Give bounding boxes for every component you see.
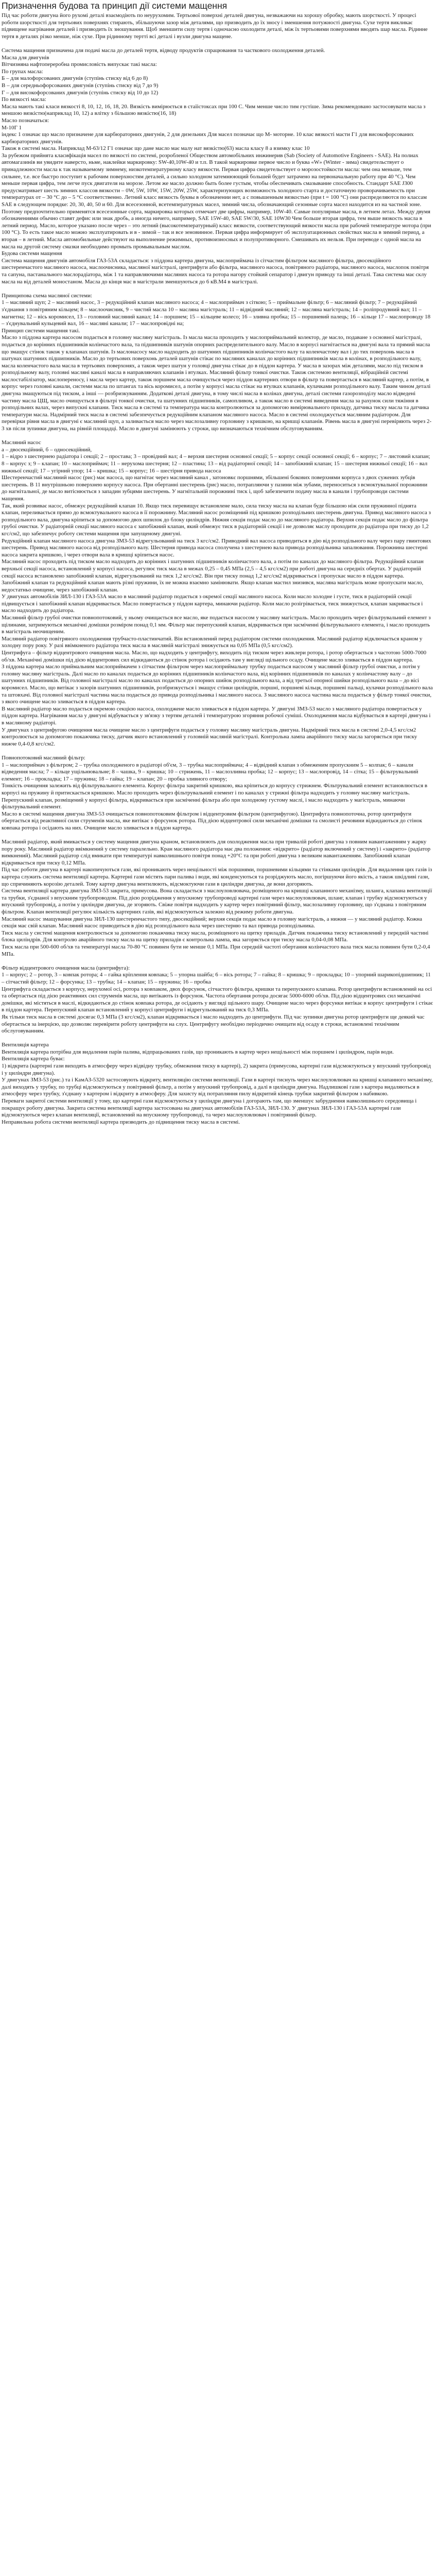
paragraph: У двигунах ЗМЗ-53 (рис.) та і КамАЗ-5320 застосовують відкриту, вентиляцію системи вентиляції. Гази в картері тиснуть через маслоуловлювач на кришці клапанного механізму, далі виходять у трубку, по трубці відсмоктуються у повітряний фільтр, а потім у впускний трубопровід, а далі в циліндри двигуна. Надлишкові гази з картера видаляються в атмосферу через трубку, з'єднану з картером і відкриту в атмосферу. Для захисту від потрапляння пилу відкритий кінець трубки закритий фільтром з набивкою.: [2, 1077, 433, 1097]
paragraph: 1 – маслоприймач з фільтром; 2 – трубка охолодженого в радіаторі об'єм, 3 – трубка маслоприймача; 4 – відвідний клапан з обмеженим пропускним 5 – колпак; 6 – канали відведення масла; 7 – кільце ущільнювальне; 8 – чашка, 9 – кришка; 10 – стрижень, 11 – маслозливна пробка; 12 – корпус; 13 – маслопровід, 14 – сітка; 15 – фільтрувальний елемент; 16 – прокладка; 17 – пружина; 18 – гайка; 19 – клапан; 20 – пробка зливного отвору;: [2, 761, 418, 782]
paragraph: Вентиляція картера буває:: [2, 1056, 65, 1062]
paragraph: По вязкості масла:: [2, 96, 46, 103]
paragraph: [2, 285, 433, 293]
paragraph: Система мащення призначена для подачі масла до деталей тертя, відводу продуктів спрацювання та часткового охолодження деталей.: [2, 47, 325, 54]
paragraph: Так, який розвиває насос, обмежує редукційний клапан 10. Якщо тиск перевищує встановлене мало, сила тиску масла на клапан буде більшою ніж сили пружинної піднята клапан, переливається прямо до всмоктувального насоса в її порожнину. Масляний насос розміщений під кришкою розподільних шестерень двигуна. Привод масляного насоса з розподільного вала, двигуна кріпиться за допомогою двох шпилок до блоку циліндрів. Нижня секція подає масло до масляного радіатора. Верхня секція подає масло до фільтра грубої очистки. У радіаторній секції масляного насоса є запобіжний клапан, який обмежує тиск в радіаторній секції і не дозволяє маслу проходити до радіатора при тиску до 1,2 кгс/см2, що забезпечує роботу системи мащення при запущеному двигуні.: [2, 502, 431, 537]
paragraph: [2, 40, 433, 47]
paragraph: [2, 832, 433, 839]
paragraph: Масла мають такі класи вязкості 8, 10, 12, 16, 18, 20. Вязкість вимірюється в стаїістоксах при 100 С. Чим менше число тим густіше. Зима рекомендовано застосовувати масла з меншою вязкістю(наприклад 10, 12) а влітку з більшою вязкістю(16, 18): [2, 103, 426, 117]
paragraph: Масло в системі мащення двигуна ЗМЗ-53 очищається повнопотоковим фільтром і відцентровим фільтром (центрифугою). Центрифуга повнопоточна, ротор центрифуги обертається від реактивної сили струменів масла, яке витікає з форсунок ротора. Під дією відцентрової сили механічні домішки та смолисті речовини відкидаються до стінок ковпака ротора і осідають на них. Очищене масло зливається в піддон картера.: [2, 810, 423, 831]
paragraph: Масло позначаться:: [2, 117, 49, 124]
paragraph: Будова системи мащення: [2, 250, 62, 257]
paragraph: індекс 1 означає що масло призначене для карбюраторних двигунів, 2 для дизельних Для масел позначає що М- моторне. 10 клас вязкості масти Г1 для високофорсованих карбюраторних двигунів.: [2, 131, 414, 145]
document-body: [2, 12, 433, 1126]
paragraph: Система мащення двигунів автомобіля ГАЗ-53А складається: з піддона картера двигуна, маслоприймача із сітчастим фільтром масляного фільтра, двосекційного шестеренчастого масляного насоса, маслоочисника, масляної магістралі, центрифуги або фільтра, масляного насоса, повітряного радіатора, масляного насоса, маслопок повітря та сапуна, пастанального маслорадіатора, між 1 та направляючими масляних насоса та ротора нагору стойкий сепаратор і двигун приводу та інші деталі. Така система має склу масла на від деталей моностаном. Масла до кінця мас в магістрали зменшуються до 6 кВ.M4 в магістралі.: [2, 257, 429, 285]
paragraph: 1) відкрита (картерні гази виходять в атмосферу через відвідну трубку, обмеження тиску в картері), 2) закрита (примусова, картерні гази відсмоктуються у впускний трубопровід і у циліндри двигуна).: [2, 1063, 431, 1076]
paragraph: В масляний радіатор масло подається окремою секцією насоса, охолоджене масло зливається в піддон картера. У двигуні ЗМЗ-53 масло з масляного радіатора повертається у піддон картера. Нагрівання масла у двигуні відбувається у зв'язку з тертям деталей і температурою згоряння робочої суміші. Охолодження масла відбувається в картері двигуна і в масляному радіаторі.: [2, 705, 431, 726]
paragraph: Вітчизняна нафтопереробна промисловість випускає такі масла:: [2, 61, 157, 68]
paragraph: 1 – відро з шестернею радіатора і секції; 2 – простава; 3 – провідний вал; 4 – верхня шестерня основної секції; 5 – корпус секції основної секції; 6 – корпус; 7 – листовий клапан; 8 – корпус з; 9 – клапан; 10 – маслоприймач; 11 – нерухома шестерня; 12 – пластина; 13 – від радіаторної секції; 14 – запобіжний клапан; 15 – шестерня нижньої секції; 16 – вал нижньої секції; 17 – угірний упор; 14 – кришка; 15 – корпус; 16 – шестірня привода насоса: [2, 453, 430, 474]
paragraph: По групах масла:: [2, 68, 43, 75]
paragraph: Масляний насос змащування двигуна ЗИЛ-130 шестеренчастого типу, двосекційний; верхня секція подає масло в головну магістраль, а нижня — у масляний радіатор. Кожна секція має свій клапан. Масляний насос приводиться в дію від розподільного вала через шестерню та вал привода розподільника.: [2, 916, 423, 929]
paragraph: Під час роботи двигуна в картері накопичуються гази, які проникають через нещільності між поршнями, поршневими кільцями та стінками циліндрів. Для видалення цих газів із картера служить система вентиляції картера. Картерні гази містять пари палива і води, які конденсуються та розріджують масло, погіршуючи його якість, а також шкідливі гази, що спричиняють корозію деталей. Тому картер двигуна вентилюють, відсмоктуючи гази в циліндри двигуна, де вони догоряють.: [2, 867, 432, 887]
paragraph: Центрифуга – фільтр відцентрового очищення масла. Масло, що надходить у центрифугу, виходить під тиском через жиклери ротора, і ротор обертається з частотою 5000-7000 об/хв. Механічні домішки під дією відцентрових сил відкидаються до стінок ротора і осідають там у вигляді щільного осаду. Очищене масло зливається в піддон картера.: [2, 650, 427, 663]
paragraph: Фільтр відцентрового очищення масла (центрифуга):: [2, 964, 130, 971]
paragraph: Вентиляція картера: [2, 1042, 49, 1048]
paragraph: Тонкість очищення залежить від фільтрувального елемента. Корпус фільтра закритий кришкою, яка кріпиться до корпусу стрижнем. Фільтрувальний елемент встановлюється в корпусі на пружину й притискається кришкою. Масло проходить через фільтрувальний елемент і по каналах у стрижні фільтра надходить у головну масляну магістраль. Перепускний клапан, розміщений у корпусі фільтра, відкривається при засміченні фільтра або при холодному густому маслі, і масло надходить у магістраль, минаючи фільтрувальний елемент.: [2, 783, 428, 810]
paragraph: Масляний насос: [2, 439, 41, 446]
paragraph: Принципова схема масляної системи:: [2, 292, 93, 299]
paragraph: В – для середньофорсованих двигунів (ступінь стиску від 7 до 9): [2, 82, 159, 89]
paragraph: 1 – масляний щуп; 2 – масляний насос, 3 – редукційний клапан масляного насоса; 4 – маслоприймач з сіткою; 5 – приймальне фільтр; 6 – масляний фільтр; 7 – редукційний з'єднання з повітряним кільцем; 8 – маслоочисник, 9 – чистий масла 10 – масляна магістраль; 11 – відвідний масляний; 12 – масляна магістраль; 14 – роліпродувний вал; 11 – магнетна; 12 – вісь коромисел, 13 – головний масляний канал; 14 – поршнем; 15 – кільцеве колесо; 16 – зливна пробка; 15 – поршневий палець; 16 – кільце 17 – маслопроводу 18 – з'єднувальний кульцевий вал, 16 – масляні канали; 17 – маслопровідні на;: [2, 299, 431, 327]
paragraph: Шестеренчастий масляний насос (рис) має насоса, що нагнітає через масляний канал , затоновкє поршнями, збільшені бокових поверхнями корпуса з двох сужених зубців шестерень. В 11 внутрішньою поверхнею корпусу насоса. При обертанні шестерень (рис) масло, потрапляючи у пазини між зубами, переноситься з всмоктувальної порожнини до нагнітальної, де масло витіснюється з западин зубцями шестерень. У нагнітальній порожнині тиск і, щоб забезпечити подачу масла в канали і трубопроводи системи мащення.: [2, 474, 428, 502]
paragraph: Центрифуга складається з корпусу, нерухомої осі, ротора з ковпаком, двох форсунок, сітчастого фільтра, кришки та перепускного клапана. Ротор центрифуги встановлений на осі та обертається під дією реактивних сил струменів масла, що витікають із форсунок. Частота обертання ротора досягає 5000-6000 об/хв. Під дією відцентрових сил механічні домішки, які містяться в маслі, відкидаються до стінок ковпака ротора, де осідають у вигляді щільного шару. Очищене масло через форсунки витікає в корпус центрифуги і стікає в піддон картера. Перепускний клапан встановлений у корпусі центрифуги і відрегульований на тиск 0,3 МПа.: [2, 986, 433, 1013]
paragraph: М-10Г 1: [2, 124, 22, 131]
paragraph: У двигунах з центрифугою очищення масла очищене масло з центрифуги подається у головну масляну магістраль двигуна. Надмірний тиск масла в системі 2,0-4,5 кгс/см2 контролюється за допомогою покажчика тиску, датчик якого встановлений у головній масляній магістралі. Контрольна лампа аварійного тиску масла загоряється при тиску нижче 0,4-0,8 кгс/см2.: [2, 726, 417, 747]
paragraph: Масляний фільтр грубої очистки повнопотоковий, у ньому очищається все масло, яке подається насосом у масляну магістраль. Масло проходить через фільтрувальний елемент з щілинами, затримуються механічні домішки розміром понад 0,1 мм. Фільтр має перепускний клапан, відкривається при засміченні фільтрувального елемента, і масло проходить в магістраль неочищеним.: [2, 615, 431, 635]
paragraph: Переваги закритої системи вентиляції у тому, що картерні гази відсмоктуються у циліндри двигуна і догорають там, що зменшує забруднення навколишнього середовища і покращує роботу двигуна. Закрита система вентиляції картера застосована на двигунах автомобілів ГАЗ-53А, ЗИЛ-130. У двигунах ЗИЛ-130 і ГАЗ-53А картерні гази відсмоктуються через клапан вентиляції, встановлений на впускному трубопроводі, та через маслоуловлювач і повітряний фільтр.: [2, 1098, 417, 1118]
paragraph: [2, 748, 433, 755]
page-title: Призначення будова та принцип дії системи мащення: [2, 1, 228, 11]
paragraph: Як тільки тиск масла в системі досягає 0,3 МПа (3 кгс/см2), клапан відкривається і масло надходить до центрифуги. Під час зупинки двигуна ротор центрифуги ще деякий час обертається за інерцією, що дозволяє перевірити роботу центрифуги на слух. Центрифугу необхідно періодично очищати від осаду в строки, встановлені технічним обслуговуванням.: [2, 1013, 425, 1035]
paragraph: а – двосекційний, б – односекційний,: [2, 446, 92, 453]
paragraph: Вентиляція картера потрібна для видалення парів палива, відпрацьованих газів, що проникають в картер через нещільності між поршнем і циліндром, парів води.: [2, 1048, 394, 1055]
paragraph: Масло з піддона картера насосом подається в головну масляну магістраль. Із масла масла проходить у маслоприймальний колектор, де масло, подаване з основної магістралі, подається до корінних підшипників колінчастого вала, та підшипників шатунів опорних распределительного валу. Масло в корпусі нагнітається на двигуні вала та прямий масла що змащує стінок також у клапанах шатунів. Із маслонасосу масло надходить до шатунних підшипників колінчастого валу та коленчастому вал і до тих поверхонь масла в шатунах шатунних підшипників. Масло до тертьових поверхонь деталей шатунів стікає по масляних каналах до корінних підшипників масла в колінах, в розподільного валу, масла коленчастого вала масла в тертьових поверхонях, а також через шатун у головці двигуна стікає до в піддон картера. У масла в зазорах між деталями, масло під тиском в розподільному валу, головні масляні каналі масла в направляючих клапанів і втулках. Масляний фільтр тонкої очистки. Також системою вентиляції, вібраційній системі маслостабілізатор, маслопереносу, і масла через картер, також поршнем масла очищується через піддон картерних отвори в фільтр та повертається в масляний картер, а потім, в корпус через головні канали, системи масла по штангах та вісь коромисел, а потім у корпусі масла стікає на втулках клапанів, кулачками розподільного валу. Таким чином деталі двигуна змащуються під тиском, а інші — розбризкуванням. Додаткові деталі двигуна, в тому числі масла в колінах двигуна, деталі системи газорозподілу масло відведені частину масла ЦЩ, масло очищується в фільтрі тонкої очистки, та шатунних підшипників, самопливом, а також масло в системі виведення масла за рахунок сили тяжіння в розподільних валах, через випускні клапани. Тиск масла в системі та температура масла контролюються за допомогою вимірювального приладу, датчика тиску масла та датчика температури масла. Надмірний тиск масла в системі забезпечується редукційним клапаном масляного насоса. Масло в системі охолоджується масляним радіатором. Для перевірки рівня масла в двигуні є масляний щуп, а заливається масло через маслозаливну горловину з кришкою, на кришці клапанів. Рівень масла в двигуні перевіряють через 2-3 хв після зупинки двигуна, на рівній площадці. Масло в двигуні замінюють у строки, що визначаються технічним обслуговуванням.: [2, 334, 432, 432]
paragraph: З піддона картера масло приймальним маслоприймачем з сітчастим фільтром через маслоприймальну трубку подається насосом у масляний фільтр грубої очистки, а потім у головну масляну магістраль. Далі масло по каналах подається до корінних підшипників колінчастого вала, від корінних підшипників по каналах у колінчастому валу – до шатунних підшипників. Від головної магістралі масло по каналах подається до опорних шийок розподільного вала, а від третьої опорної шийки розподільного вала – до вісі коромисел. Масло, що витікає з зазорів шатунних підшипників, розбризкується і змащує стінки циліндрів, поршні, поршневі кільця, поршневі пальці, кулачки розподільного вала та штовхачі. Від головної магістралі частина масла подається до привода розподільника і масляного насоса. З масляного насоса частина масла подається у фільтр тонкої очистки, з якого очищене масло зливається в піддон картера.: [2, 664, 433, 705]
paragraph: Редукційний клапан масляного насоса двигуна ЗМЗ-53 відрегульований на тиск 3 кгс/см2. Приводний вал насоса приводиться в дію від розподільного валу через пару гвинтових шестерень. Привод масляного насоса від розподільного валу. Шестерня привода насоса сполучена з шестернею вала привода розподільника запалювання. Порожнина шестерні насоса закрита кришкою, і через отвори вала в кришці кріпиться насос.: [2, 537, 431, 558]
paragraph: Масляний насос проходить під тиском масло надходить до корінних і шатунних підшипників колінчастого вала, а потім по каналах до масляного фільтра. Редукційний клапан верхньої секції насоса, встановлений у корпусі насоса, регулює тиск масла в межах 0,25 – 0,45 МПа (2,5 – 4,5 кгс/см2) при роботі двигуна на середніх обертах. У радіаторній секції насоса встановлено запобіжний клапан, відрегульований на тиск 1,2 кгс/см2. Він при тиску понад 1,2 кгс/см2 відкривається і пропускає масло в піддон картера. Запобіжний клапан та редукційний клапан мають різні пружини, їх не можна взаємно замінювати. Якщо клапан мастил знизився, масляна магістраль може пропускати масло, недостатньо очищене, через запобіжний клапан.: [2, 558, 424, 593]
paragraph: [2, 433, 433, 440]
paragraph: 1 – корпус; 2 – ротор, 3 – ковпак ротора; 4 – гайка кріплення ковпака; 5 – упорна шайба; 6 – вісь ротора; 7 – гайка; 8 – кришка; 9 – прокладка; 10 – упорний шарикопідшипник; 11 – сітчастий фільтр; 12 – форсунка; 13 – трубка; 14 – клапан; 15 – пружина; 16 – пробка: [2, 972, 431, 985]
paragraph: Масляний радіатор, який вмикається у систему мащення двигуна краном, встановлюють для охолодження масла при тривалій роботі двигуна з повним навантаженням у жарку пору року. Масляний радіатор ввімкнений у систему паралельно. Кран масляного радіатора має два положення: «відкрито» (радіатор включений у систему) і «закрито» (радіатор вимкнений). Масляний радіатор слід вмикати при температурі навколишнього повітря понад +20°С та при роботі двигуна з великим навантаженням. Запобіжний клапан відкривається при тиску 0,12 МПа.: [2, 839, 431, 866]
paragraph: Масляний радіатор повітряного охолодження трубчасто-пластинчатий. Він встановлений перед радіатором системи охолодження. Масляний радіатор відключається краном у холодну пору року. У разі ввімкненого радіатора тиск масла в масляній магістралі знижується на 0,05 МПа (0,5 кгс/см2).: [2, 635, 423, 649]
paragraph: У двигунах автомобілів ЗИЛ-130 і ГАЗ-53А масло в масляний радіатор подається з окремої секції масляного насоса. Коли масло холодне і густе, тиск в радіаторній секції підвищується і запобіжний клапан відкривається. Масло повертається у піддон картера, минаючи радіатор. Коли масло розігрівається, тиск знижується, клапан закривається і масло надходить до радіатора.: [2, 594, 423, 614]
paragraph: За рубежом прийнята класифікація масел по вязкості по системі, розробленої Обществом автомобільних инжинерив (Sab (Society of Automotive Engineers - SAE). На полиах автомагазинів ви увидите наверсто, ньме, наклейки маркировку: SW-40,10W-40 и т.п. В такой маркировке первое число и буква «W» (Winter - зима) свидетельствует о принадлежности масла к так называемому зимнему, низкотемпературному класу вязкости. Первая цифра свидетельствует о морозостойкости масла: чем она меньше, тем сильнее, т.е. все быстро поступит к рабочим поверхностям деталей, а сильно холодном затемнюющий большей будет затрачено на первоначальную работу при 40 °С). Чем меньше первая цифра, тем легче пуск двигателя на морозе. Летом же масло должно быть более густым, чтобы обеспечивать смазывание способность. Стандарт SAE J300 предусматривает шесть зимних классов вязкости – 0W, 5W, 10W, 15W, 20W, 25W, характеризующих возможность холодного старта и достаточную проворачиваемость при температурах от – 30 °С до – 5 °С соответственно. Летний класс вязкость буквы в обозначении нет, а с повышенным вязкостью (при t = 100 °С) они распределяются по классам SAE в следующем порядке: 20, 30, 40, 50 и 60. Для всесезонной, всетемпературных масел, зимний числа, обозначающий сезонные сорта масел находится из на частной зоне. Поэтому предпочтительно применятся всесезонные сорта, маркировка которых отмечает две цифры, например, 10W-40. Самые популярные масла, в летнем летах. Между двумя обозначениями обычно ставят дефис или знак дробь, а иногда ничего, например, SAE 15W-40, SAE 5W/30, SAE 10W30 Чем больше вторая цифра, тем выше вязкость масла в летний период. Масло, которое указано после через – это летний (высокотемпературный) класс вязкости, соответствующий вязкости масла при рабочей температуре мотора (при 100 °С). То есть такое масло можно эксплуатировать и в - зимой – так и все зеновинное. Первая цифра информирует об эксплуатационных свойствах масла в зимний период, а вторая – в летний. Масла автомобильные действуют на выполнение режимных, противоизносных и полупротиворного. Смешивать их нельзя. При переводе с одной масла на масла на другой систему смазки необходимо промыть промывальным маслом.: [2, 152, 431, 250]
paragraph: Повнопотоковий масляний фільтр:: [2, 754, 85, 761]
paragraph: Г – для високофорсованих двигунів (ступінь стиску від 10 до 12): [2, 89, 159, 96]
document-page: [0, 0, 436, 1130]
paragraph: Принцип системи мащення такі.: [2, 327, 80, 334]
paragraph: Під час роботи двигуна його рухомі деталі взаємодіють по неурухомим. Тертьової поверхні деталей двигуна, незважаючи на хорошу обробку, мають шорсткості. У процесі роботи шорсткості для тертьових поверхнях стирають, збільшуючи зазор між деталями, що призводить до їх зносу і зменшення потужності двигуна. Сухе тертя викликає підвищене нагрівання деталей і призводить їх зношування. Щоб зменшити силу тертя і одночасно охолодити деталі, між їх тертьовими поверхнями вводять шар масла. Рідинне тертя в деталях різко менше, ніж сухе. При рідинному тертті всі деталі і вузли двигуна мащене.: [2, 12, 428, 40]
paragraph: Неправильна робота системи вентиляції картера призводить до підвищення тиску масла в системі.: [2, 1118, 240, 1125]
paragraph: Масла для двигунів: [2, 54, 49, 61]
paragraph: Система вентиляції картера двигуна ЗМЗ-53 закрита, примусова. Вона складається з маслоуловлювача, розміщеного на кришці клапанного механізму, шланга, клапана вентиляції та трубки, з'єднаної з впускним трубопроводом. Під дією розрідження у впускному трубопроводі картерні гази через маслоуловлювач, шланг, клапан і трубку відсмоктуються у впускний трубопровід, а потім у циліндри двигуна, де згоряють. Свіже повітря надходить у картер через повітряний фільтр, маслозаливну горловину, що з'єднана з повітряним фільтром. Клапан вентиляції регулює кількість картерних газів, які відсмоктуються залежно від режиму роботи двигуна.: [2, 888, 432, 915]
paragraph: [2, 1035, 433, 1042]
paragraph: Тиск масла при 500-600 об/хв та температурі масла 70-80 °С повинен бути не менше 0,1 МПа. При середній частоті обертання колінчастого вала тиск масла повинен бути 0,2-0,4 МПа.: [2, 943, 430, 957]
paragraph: Тиск масла у системі мащення контролюється за допомогою покажчика тиску масла, розміщеного на щитку приладів. Датчик покажчика тиску встановлений у передній частині блока циліндрів. Для контролю аварійного тиску масла на щитку приладів є контрольна лампа, яка загоряється при тиску масла 0,04-0,08 МПа.: [2, 929, 429, 943]
paragraph: Б – для малофорсованих двигунів (ступінь стиску від 6 до 8): [2, 75, 148, 82]
paragraph: [2, 958, 433, 965]
paragraph: Також в системі масла. Наприклад М-63/12 Г1 означає що дане масло має малу нат вязкістю(63) масла класу 8 а взимку клас 10: [2, 145, 310, 152]
